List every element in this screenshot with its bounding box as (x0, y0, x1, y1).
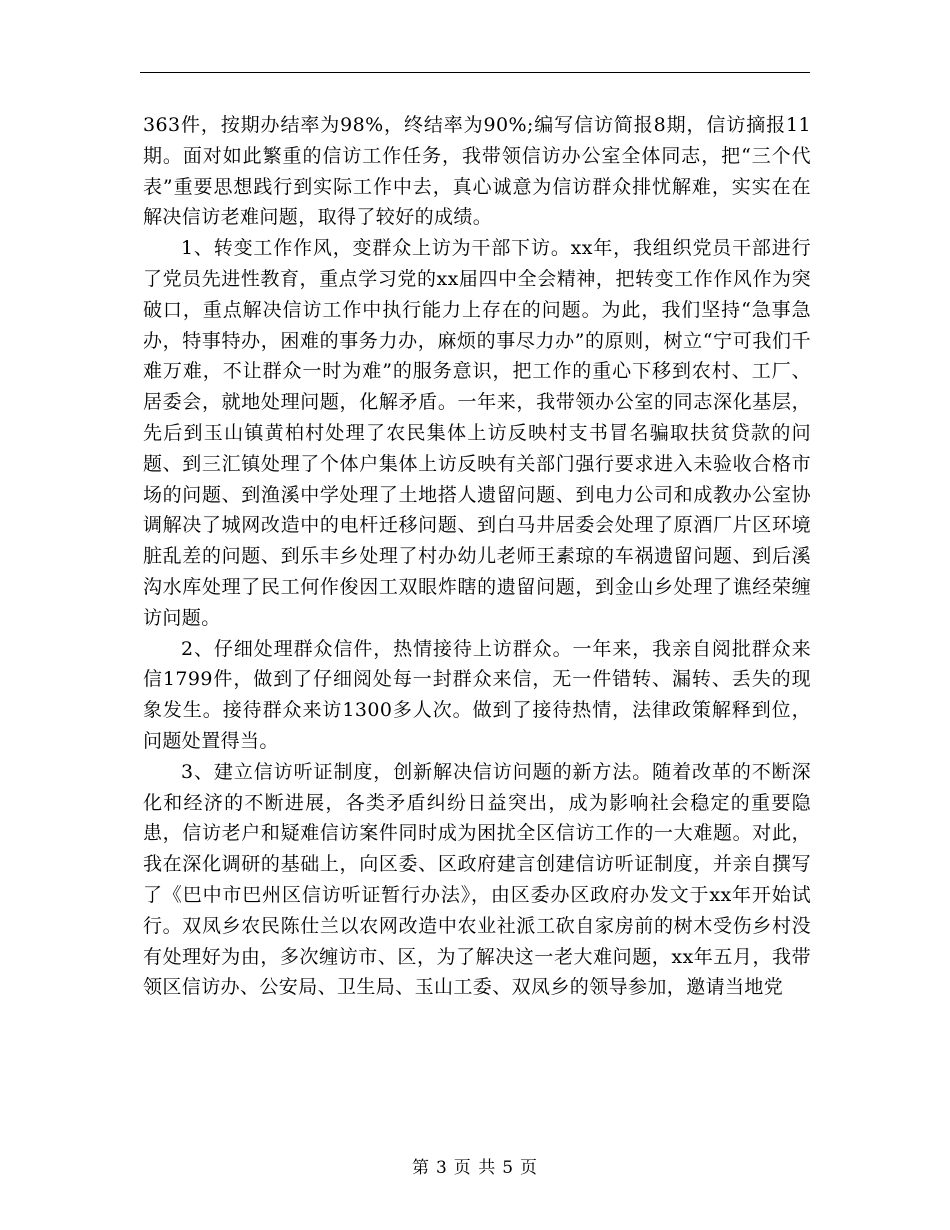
footer-page-number: 3 (435, 1158, 448, 1178)
paragraph-item-3: 3、建立信访听证制度，创新解决信访问题的新方法。随着改革的不断深化和经济的不断进展，各类矛盾纠纷日益突出，成为影响社会稳定的重要隐患，信访老户和疑难信访案件同时成为困扰全区信访工作的一大难题。对此，我在深化调研的基础上，向区委、区政府建言创建信访听证制度，并亲自撰写了《巴中市巴州区信访听证暂行办法》，由区委办区政府办发文于xx年开始试行。双凤乡农民陈仕兰以农网改造中农业社派工砍自家房前的树木受伤乡村没有处理好为由，多次缠访市、区，为了解决这一老大难问题，xx年五月，我带领区信访办、公安局、卫生局、玉山工委、双凤乡的领导参加，邀请当地党 (143, 760, 811, 999)
paragraph-continuation: 363件，按期办结率为98%，终结率为90%;编写信访简报8期，信访摘报11期。面对如此繁重的信访工作任务，我带领信访办公室全体同志，把“三个代表”重要思想践行到实际工作中去，真心诚意为信访群众排忧解难，实实在在解决信访老难问题，取得了较好的成绩。 (143, 114, 811, 229)
footer-middle: 页 共 (453, 1158, 497, 1178)
footer-suffix: 页 (520, 1158, 539, 1178)
header-rule (140, 72, 810, 73)
paragraph-item-2: 2、仔细处理群众信件，热情接待上访群众。一年来，我亲自阅批群众来信1799件，做到了仔细阅处每一封群众来信，无一件错转、漏转、丢失的现象发生。接待群众来访1300多人次。做到了接待热情，法律政策解释到位，问题处置得当。 (143, 637, 811, 752)
body-text (143, 110, 811, 1003)
paragraph-item-1: 1、转变工作作风，变群众上访为干部下访。xx年，我组织党员干部进行了党员先进性教育，重点学习党的xx届四中全会精神，把转变工作作风作为突破口，重点解决信访工作中执行能力上存在的问题。为此，我们坚持“急事急办，特事特办，困难的事务力办，麻烦的事尽力办”的原则，树立“宁可我们千难万难，不让群众一时为难”的服务意识，把工作的重心下移到农村、工厂、居委会，就地处理问题，化解矛盾。一年来，我带领办公室的同志深化基层，先后到玉山镇黄柏村处理了农民集体上访反映村支书冒名骗取扶贫贷款的问题、到三汇镇处理了个体户集体上访反映有关部门强行要求进入未验收合格市场的问题、到渔溪中学处理了土地搭人遗留问题、到电力公司和成教办公室协调解决了城网改造中的电杆迁移问题、到白马井居委会处理了原酒厂片区环境脏乱差的问题、到乐丰乡处理了村办幼儿老师王素琼的车祸遗留问题、到后溪沟水库处理了民工何作俊因工双眼炸瞎的遗留问题，到金山乡处理了谯经荣缠访问题。 (143, 237, 811, 629)
footer-prefix: 第 (411, 1158, 430, 1178)
footer-total-pages: 5 (502, 1158, 515, 1178)
page-footer (0, 1153, 950, 1178)
